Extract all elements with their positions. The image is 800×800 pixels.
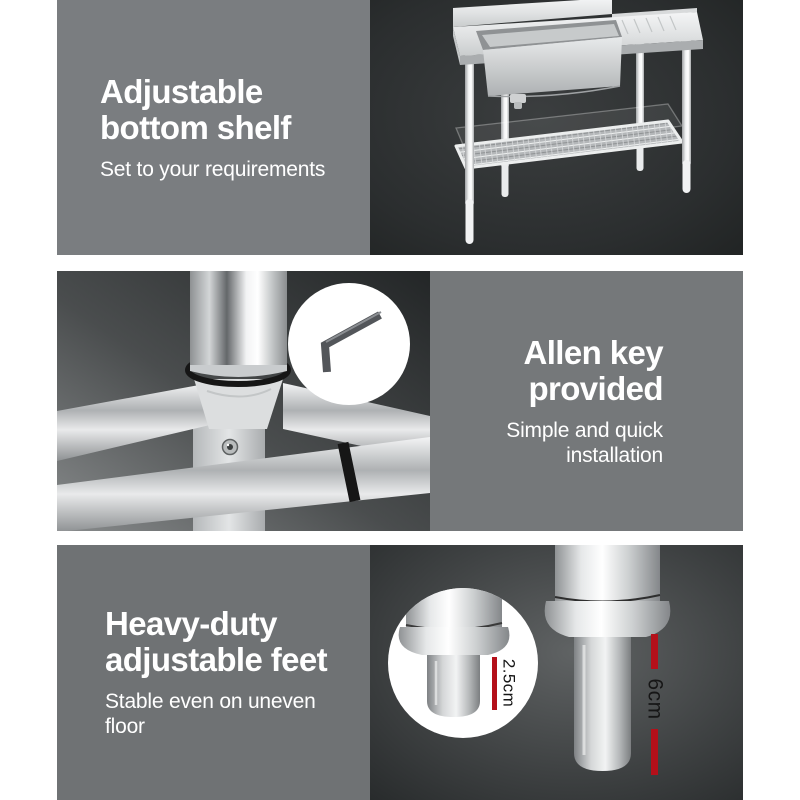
title-line-2: provided: [528, 369, 663, 407]
section-adjustable-bottom-shelf: [57, 0, 743, 255]
measurement-line-6cm-top: [651, 634, 658, 669]
text-panel-allen-key: [430, 271, 743, 531]
measurement-label-6cm: 6cm: [643, 678, 667, 720]
allen-key-badge: [288, 283, 410, 405]
title-line-1: Heavy-duty: [105, 605, 277, 642]
sink-bench-photo: [370, 0, 743, 255]
text-panel-adjustable-feet: [57, 545, 370, 800]
feature-subtitle: Set to your requirements: [100, 157, 326, 181]
title-line-2: bottom shelf: [100, 108, 291, 146]
adjustable-feet-photo: [370, 545, 743, 800]
tube-joint-photo: [57, 271, 430, 531]
title-line-1: Adjustable: [100, 72, 263, 110]
feature-title: [444, 335, 663, 407]
measurement-line-6cm-bottom: [651, 729, 658, 775]
section-adjustable-feet: [57, 545, 743, 800]
subtitle-line-1: Simple and quick: [506, 418, 663, 442]
title-line-1: Allen key: [523, 333, 663, 371]
feature-title: [105, 606, 358, 678]
feature-subtitle: [444, 418, 663, 468]
title-line-2: adjustable feet: [105, 641, 328, 678]
feature-subtitle: Stable even on uneven floor: [105, 690, 316, 738]
subtitle-line-2: installation: [566, 443, 663, 467]
text-panel-bottom-shelf: [57, 0, 370, 255]
feature-title: [100, 74, 352, 146]
measurement-line-2-5cm: [492, 657, 497, 710]
measurement-label-2-5cm: 2.5cm: [499, 658, 519, 708]
section-allen-key-provided: [57, 271, 743, 531]
